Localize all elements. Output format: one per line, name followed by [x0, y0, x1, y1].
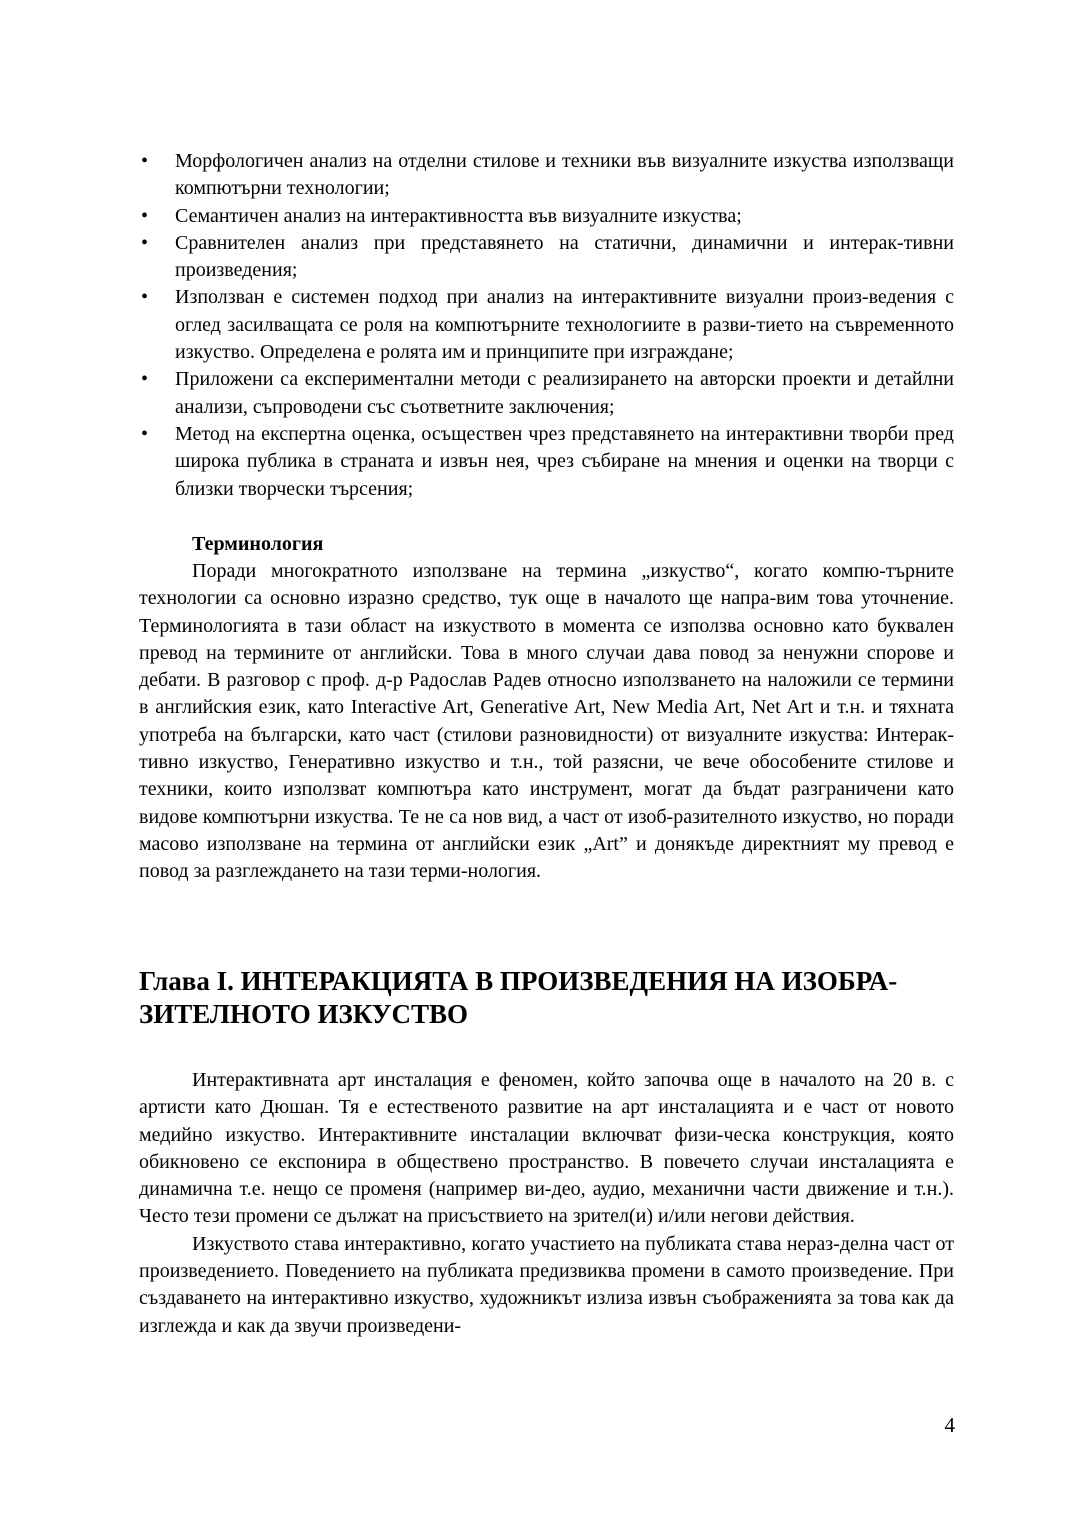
bullet-text: Използван е системен подход при анализ на интерактивните визуални произ-ведения с оглед засилващата се роля на компютърните технологиите в разви-тието на съвременното изкуство. Определена е ролята им и принципите при изграждане; — [175, 286, 954, 364]
bullet-glyph: • — [141, 204, 149, 227]
terminology-heading: Терминология — [192, 533, 324, 555]
bullet-glyph: • — [141, 150, 149, 172]
bullet-item — [139, 230, 954, 285]
methods-bullet-list — [139, 148, 954, 503]
terminology-section — [139, 558, 954, 886]
bullet-item — [139, 421, 954, 503]
bullet-text: Метод на експертна оценка, осъществен чрез представянето на интерактивни творби пред широка публика в страната и извън нея, чрез събиране на мнения и оценки на творци с близки творчески търсения; — [175, 422, 954, 500]
chapter-title: Глава I. ИНТЕРАКЦИЯТА В ПРОИЗВЕДЕНИЯ НА ИЗОБРА-ЗИТЕЛНОТО ИЗКУСТВО — [139, 966, 898, 1029]
bullet-glyph: • — [141, 286, 149, 309]
bullet-text: Приложени са експериментални методи с реализирането на авторски проекти и детайлни анализи, съпроводени със съответните заключения; — [175, 368, 954, 418]
bullet-glyph: • — [141, 422, 149, 445]
bullet-item — [139, 148, 954, 203]
page-number: 4 — [944, 1413, 955, 1437]
bullet-glyph: • — [141, 368, 149, 391]
chapter-paragraph: Интерактивната арт инсталация е феномен, който започва още в началото на 20 в. с артисти като Дюшан. Тя е естественото развитие на арт инсталацията и е част от новото медийно изкуство. Интерактивните инсталации включват физи-ческа конструкция, която обикновено се експонира в обществено пространство. В повечето случаи инсталацията е динамична т.е. нещо се променя (например ви-део, аудио, механични части движение и т.н.). Често тези промени се дължат на присъствието на зрител(и) и/или негови действия. — [139, 1069, 954, 1228]
bullet-item — [139, 366, 954, 421]
chapter-body — [139, 1067, 954, 1340]
bullet-text: Сравнителен анализ при представянето на статични, динамични и интерак-тивни произведения; — [175, 231, 954, 282]
bullet-text: Морфологичен анализ на отделни стилове и техники във визуалните изкуства използващи компютърни технологии; — [175, 150, 954, 200]
bullet-glyph: • — [141, 231, 149, 254]
bullet-item — [139, 284, 954, 366]
chapter-paragraph: Изкуството става интерактивно, когато участието на публиката става нераз-делна част от произведението. Поведението на публиката предизвиква промени в самото произведение. При създаването на интерактивно изкуство, художникът излиза извън съображенията за това как да изглежда и как да звучи произведени- — [139, 1232, 954, 1337]
bullet-item — [139, 203, 954, 230]
terminology-paragraph: Поради многократното използване на термина „изкуство“, когато компю-търните технологии са основно изразно средство, тук още в началото ще напра-вим това уточнение. Терминологията в тази област на изкуството в момента се използва основно като буквален превод на термините от английски. Това в много случаи дава повод за ненужни спорове и дебати. В разговор с проф. д-р Радослав Радев относно използването на наложили се термини в английския език, като Interactive Art, Generative Art, New Media Art, Net Art и т.н. и тяхната употреба на български, като част (стилови разновидности) от визуалните изкуства: Интерак-тивно изкуство, Генеративно изкуство и т.н., той разясни, че вече обособените стилове и техники, които използват компютъра като инструмент, могат да бъдат разграничени като видове компютърни изкуства. Те не са нов вид, а част от изоб-разителното изкуство, но поради масово използване на термина от английски език „Art” и донякъде директният му превод е повод за разглеждането на тази терми-нология. — [139, 560, 954, 883]
bullet-text: Семантичен анализ на интерактивността във визуалните изкуства; — [175, 204, 742, 227]
